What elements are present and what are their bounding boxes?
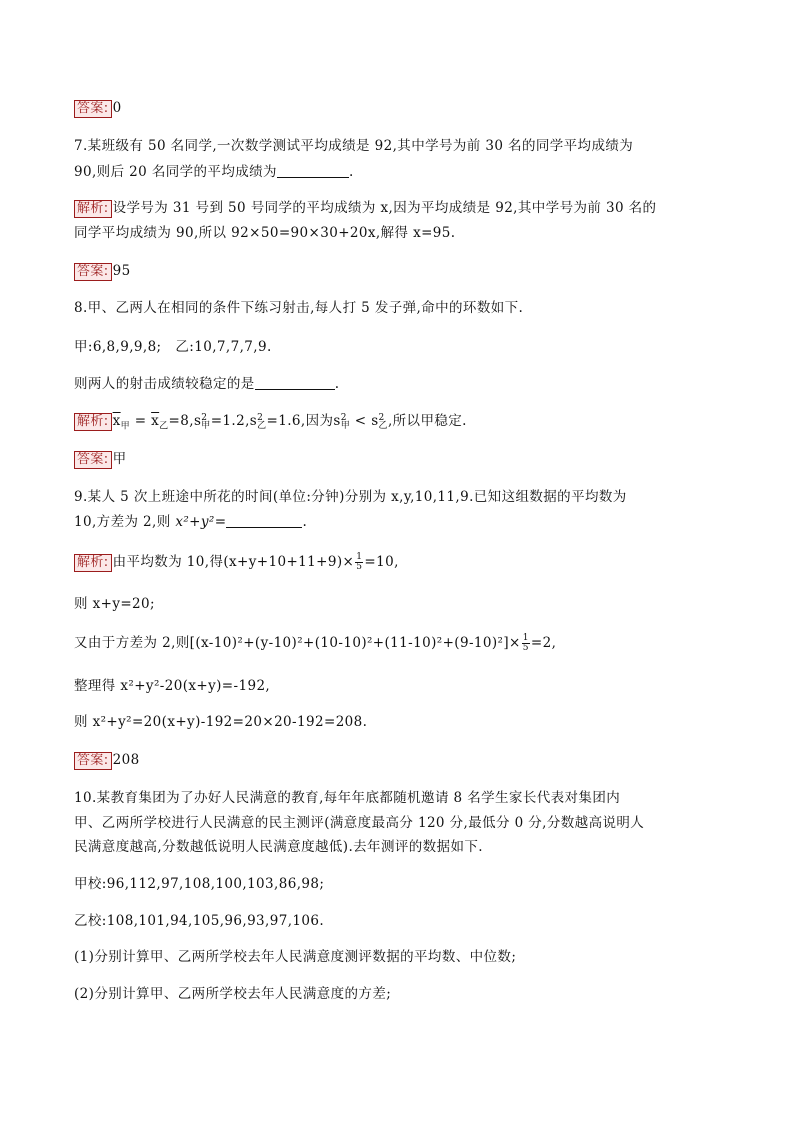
- fraction-one-fifth: $\frac{1}{5}$: [356, 552, 363, 572]
- q8-data-line: 甲:6,8,9,9,8; 乙:10,7,7,7,9.: [74, 339, 272, 355]
- q9-analysis-line2: 则 x+y=20;: [74, 596, 155, 612]
- q9-analysis-line1: 解析: 由平均数为 10,得(x+y+10+11+9)× $\frac{1}{5}$ =10,: [74, 553, 399, 572]
- q9-answer: 208: [112, 752, 140, 768]
- answer-tag: 答案:: [74, 100, 112, 118]
- q10-data-jia: 甲校:96,112,97,108,100,103,86,98;: [74, 876, 325, 892]
- answer-tag: 答案:: [74, 752, 112, 770]
- q10-question-line2: 甲、乙两所学校进行人民满意的民主测评(满意度最高分 120 分,最低分 0 分,分数越高说明人: [74, 815, 645, 831]
- q9-analysis-line4: 整理得 x²+y²-20(x+y)=-192,: [74, 678, 271, 694]
- q7-answer-line: [74, 262, 131, 281]
- answer-tag: 答案:: [74, 451, 112, 469]
- q8-question-line1: 8.甲、乙两人在相同的条件下练习射击,每人打 5 发子弹,命中的环数如下.: [74, 300, 524, 316]
- q7-question-line1: 7.某班级有 50 名同学,一次数学测试平均成绩是 92,其中学号为前 30 名的同学平均成绩为: [74, 138, 634, 154]
- q10-data-yi: 乙校:108,101,94,105,96,93,97,106.: [74, 913, 325, 929]
- q8-analysis-line: 解析: $\overline{x}_甲 = \overline{x}_乙=8,s$ 2 甲 =1.2,s 2 乙 =1.6,因为s 2 甲 < s 2 乙 ,所以甲稳定.: [74, 412, 467, 436]
- fraction-one-fifth: $\frac{1}{5}$: [522, 633, 529, 653]
- q9-question-line2: 10,方差为 2,则 x²+y²= .: [74, 514, 308, 530]
- answer-blank[interactable]: [255, 375, 335, 390]
- q9-answer-line: [74, 751, 140, 770]
- q10-part2: (2)分别计算甲、乙两所学校去年人民满意度的方差;: [74, 986, 392, 1002]
- answer-tag: 答案:: [74, 263, 112, 281]
- analysis-tag: 解析:: [74, 200, 112, 218]
- analysis-tag: 解析:: [74, 554, 112, 572]
- q6-answer-line: [74, 99, 122, 118]
- q9-analysis-line3: 又由于方差为 2,则[(x-10)²+(y-10)²+(10-10)²+(11-10)²+(9-10)²]× $\frac{1}{5}$ =2,: [74, 633, 557, 653]
- q10-part1: (1)分别计算甲、乙两所学校去年人民满意度测评数据的平均数、中位数;: [74, 949, 517, 965]
- q9-analysis-line5: 则 x²+y²=20(x+y)-192=20×20-192=208.: [74, 714, 368, 730]
- q8-question-line3: 则两人的射击成绩较稳定的是 .: [74, 376, 340, 392]
- q6-answer: 0: [112, 100, 122, 116]
- q10-question-line1: 10.某教育集团为了办好人民满意的教育,每年年底都随机邀请 8 名学生家长代表对集团内: [74, 790, 621, 806]
- q7-analysis-line1: 解析: 设学号为 31 号到 50 号同学的平均成绩为 x,因为平均成绩是 92,其中学号为前 30 名的: [74, 199, 656, 218]
- answer-blank[interactable]: [277, 163, 349, 178]
- analysis-tag: 解析:: [74, 413, 112, 431]
- q9-question-line1: 9.某人 5 次上班途中所花的时间(单位:分钟)分别为 x,y,10,11,9.已知这组数据的平均数为: [74, 489, 627, 505]
- q7-question-line2: 90,则后 20 名同学的平均成绩为 .: [74, 164, 354, 180]
- q10-question-line3: 民满意度越高,分数越低说明人民满意度越低).去年测评的数据如下.: [74, 839, 483, 855]
- q8-answer: 甲: [112, 451, 127, 467]
- q8-answer-line: [74, 450, 127, 469]
- answer-blank[interactable]: [226, 513, 302, 528]
- q7-answer: 95: [112, 263, 131, 279]
- q7-analysis-line2: 同学平均成绩为 90,所以 92×50=90×30+20x,解得 x=95.: [74, 225, 456, 241]
